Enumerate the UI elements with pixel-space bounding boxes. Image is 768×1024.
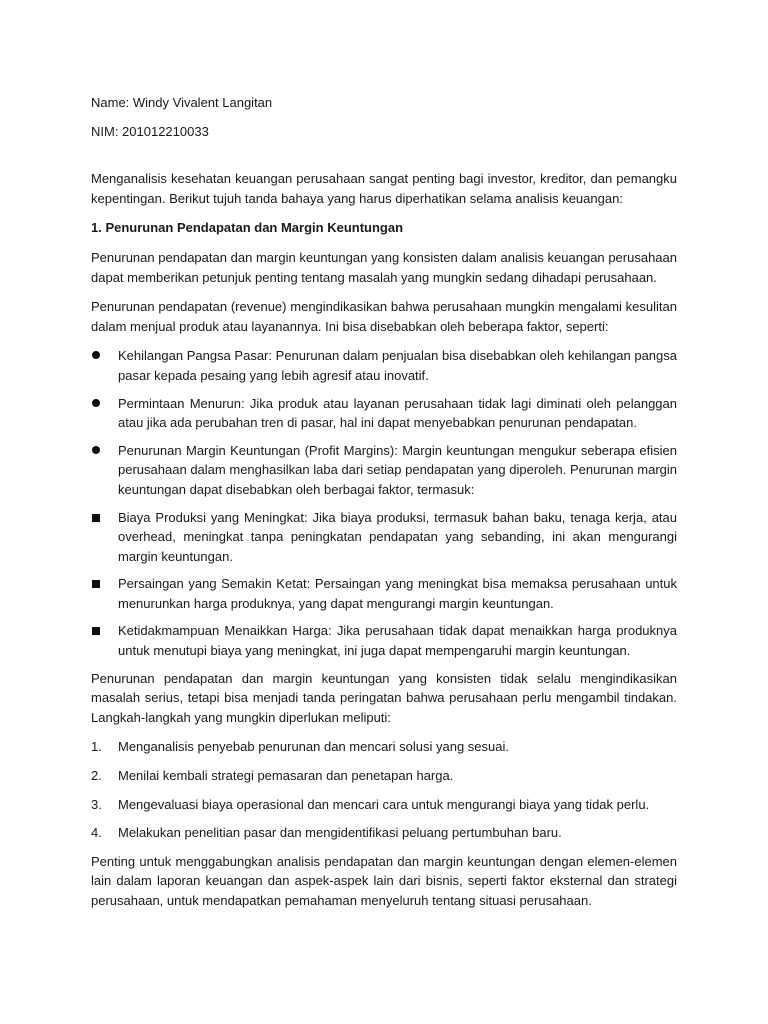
- list-item-text: Melakukan penelitian pasar dan mengidentifikasi peluang pertumbuhan baru.: [118, 825, 562, 841]
- student-nim: NIM: 201012210033: [91, 123, 209, 139]
- list-item: [91, 394, 677, 433]
- list-item-text: Menilai kembali strategi pemasaran dan penetapan harga.: [118, 768, 454, 784]
- list-item-text: Ketidakmampuan Menaikkan Harga: Jika perusahaan tidak dapat menaikkan harga produknya untuk menutupi biaya yang meningkat, ini juga dapat mempengaruhi margin keuntungan.: [118, 623, 677, 659]
- list-item: [91, 766, 677, 786]
- paragraph-warning: Penurunan pendapatan dan margin keuntungan yang konsisten tidak selalu mengindikasikan masalah serius, tetapi bisa menjadi tanda peringatan bahwa perusahaan perlu mengambil tindakan. Langkah-langkah yang mungkin diperlukan meliputi:: [91, 670, 677, 725]
- list-item-text: Persaingan yang Semakin Ketat: Persaingan yang meningkat bisa memaksa perusahaan untuk menurunkan harga produknya, yang dapat mengurangi margin keuntungan.: [118, 576, 677, 611]
- intro-paragraph: Menganalisis kesehatan keuangan perusahaan sangat penting bagi investor, kreditor, dan pemangku kepentingan. Berikut tujuh tanda bahaya yang harus diperhatikan selama analisis keuangan:: [91, 171, 677, 206]
- list-item: [91, 795, 677, 815]
- section-heading: 1. Penurunan Pendapatan dan Margin Keuntungan: [91, 220, 404, 236]
- list-item: [91, 346, 677, 385]
- list-item: [91, 621, 677, 660]
- list-item-text: Kehilangan Pangsa Pasar: Penurunan dalam penjualan bisa disebabkan oleh kehilangan pangsa pasar kepada pesaing yang lebih agresif atau inovatif.: [118, 348, 677, 383]
- list-item-text: Menganalisis penyebab penurunan dan mencari solusi yang sesuai.: [118, 739, 509, 755]
- list-item-text: Mengevaluasi biaya operasional dan mencari cara untuk mengurangi biaya yang tidak perlu.: [118, 796, 650, 812]
- student-name: Name: Windy Vivalent Langitan: [91, 95, 273, 110]
- numbered-list: [91, 737, 677, 842]
- paragraph-revenue-decline: Penurunan pendapatan (revenue) mengindikasikan bahwa perusahaan mungkin mengalami kesulitan dalam menjual produk atau layanannya. Ini bisa disebabkan oleh beberapa faktor, seperti:: [91, 299, 677, 334]
- closing-paragraph: Penting untuk menggabungkan analisis pendapatan dan margin keuntungan dengan elemen-elemen lain dalam laporan keuangan dan aspek-aspek lain dari bisnis, seperti faktor eksternal dan strategi perusahaan, untuk mendapatkan pemahaman menyeluruh tentang situasi perusahaan.: [91, 853, 677, 908]
- list-item-text: Permintaan Menurun: Jika produk atau layanan perusahaan tidak lagi diminati oleh pelanggan atau jika ada perubahan tren di pasar, hal ini dapat menyebabkan penurunan pendapatan.: [118, 395, 677, 431]
- list-item: [91, 574, 677, 613]
- list-item: [91, 823, 677, 843]
- step-number: 1.: [91, 739, 102, 755]
- step-number: 3.: [91, 796, 102, 812]
- list-item: [91, 441, 677, 500]
- list-item-text: Penurunan Margin Keuntungan (Profit Margins): Margin keuntungan mengukur seberapa efisien perusahaan dalam menghasilkan laba dari setiap pendapatan yang diperoleh. Penurunan margin keuntungan dapat disebabkan oleh berbagai faktor, termasuk:: [118, 442, 677, 497]
- list-item: [91, 508, 677, 567]
- list-item: [91, 737, 677, 757]
- step-number: 2.: [91, 768, 102, 784]
- step-number: 4.: [91, 825, 102, 841]
- list-item-text: Biaya Produksi yang Meningkat: Jika biaya produksi, termasuk bahan baku, tenaga kerja, atau overhead, meningkat tanpa peningkatan pendapatan yang sebanding, ini akan mengurangi margin keuntungan.: [118, 509, 677, 564]
- bullet-list: [91, 346, 677, 660]
- paragraph-revenue-margin: Penurunan pendapatan dan margin keuntungan yang konsisten dalam analisis keuangan perusahaan dapat memberikan petunjuk penting tentang masalah yang mungkin sedang dihadapi perusahaan.: [91, 249, 677, 285]
